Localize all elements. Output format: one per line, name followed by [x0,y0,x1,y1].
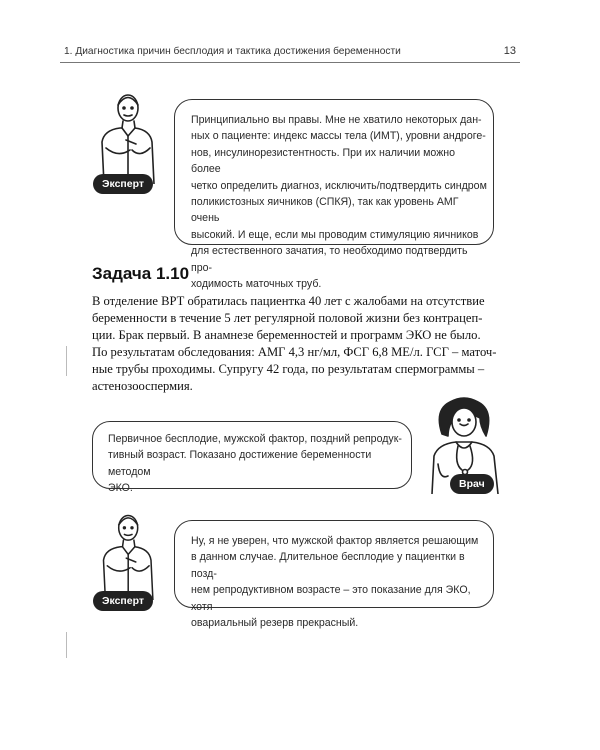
running-header [60,44,520,63]
speech-bubble-expert-2 [174,520,494,630]
speaker-badge-doctor: Врач [450,474,494,494]
dialogue-text: Принципиально вы правы. Мне не хватило некоторых дан- ных о пациенте: индекс массы тела (ИМТ), уровни андроге- нов, инсулинорезистентность. При их наличии можно более четко определить диагноз, исключить/подтвердить синдром поликистозных яичников (СПКЯ), так как уровень АМГ очень высокий. И еще, если мы проводим стимуляцию яичников для естественного зачатия, то необходимо подтвердить про- ходимость маточных труб. [191,114,487,291]
expert-illustration [92,84,172,184]
speech-bubble-expert-1 [174,99,494,291]
expert-figure-icon [92,84,172,184]
expert-illustration [92,505,172,600]
scan-mark [66,632,67,658]
dialogue-text: Ну, я не уверен, что мужской фактор является решающим в данном случае. Длительное бесплодие у пациентки в позд- нем репродуктивном возрасте – это показание для ЭКО, хотя овариальный резерв прекрасный. [191,535,479,630]
task-description: В отделение ВРТ обратилась пациентка 40 лет с жалобами на отсутствие беременности в течение 5 лет регулярной половой жизни без контрацеп- ции. Брак первый. В анамнезе беременностей и программ ЭКО не было. По результатам обследования: АМГ 4,3 нг/мл, ФСГ 6,8 МЕ/л. ГСГ – маточ- ные трубы проходимы. Супругу 42 года, по результатам спермограммы – астенозооспермия. [92,294,497,393]
speaker-badge-expert: Эксперт [93,591,153,611]
speaker-badge-expert: Эксперт [93,174,153,194]
page-number: 13 [503,45,516,57]
chapter-title: 1. Диагностика причин бесплодия и тактика достижения беременности [64,46,401,57]
task-title: Задача 1.10 [92,264,190,283]
dialogue-text: Первичное бесплодие, мужской фактор, поздний репродук- тивный возраст. Показано достижение беременности методом ЭКО. [108,433,402,495]
speech-bubble-doctor [92,421,412,495]
expert-figure-icon [92,505,172,600]
scan-mark [66,346,67,376]
